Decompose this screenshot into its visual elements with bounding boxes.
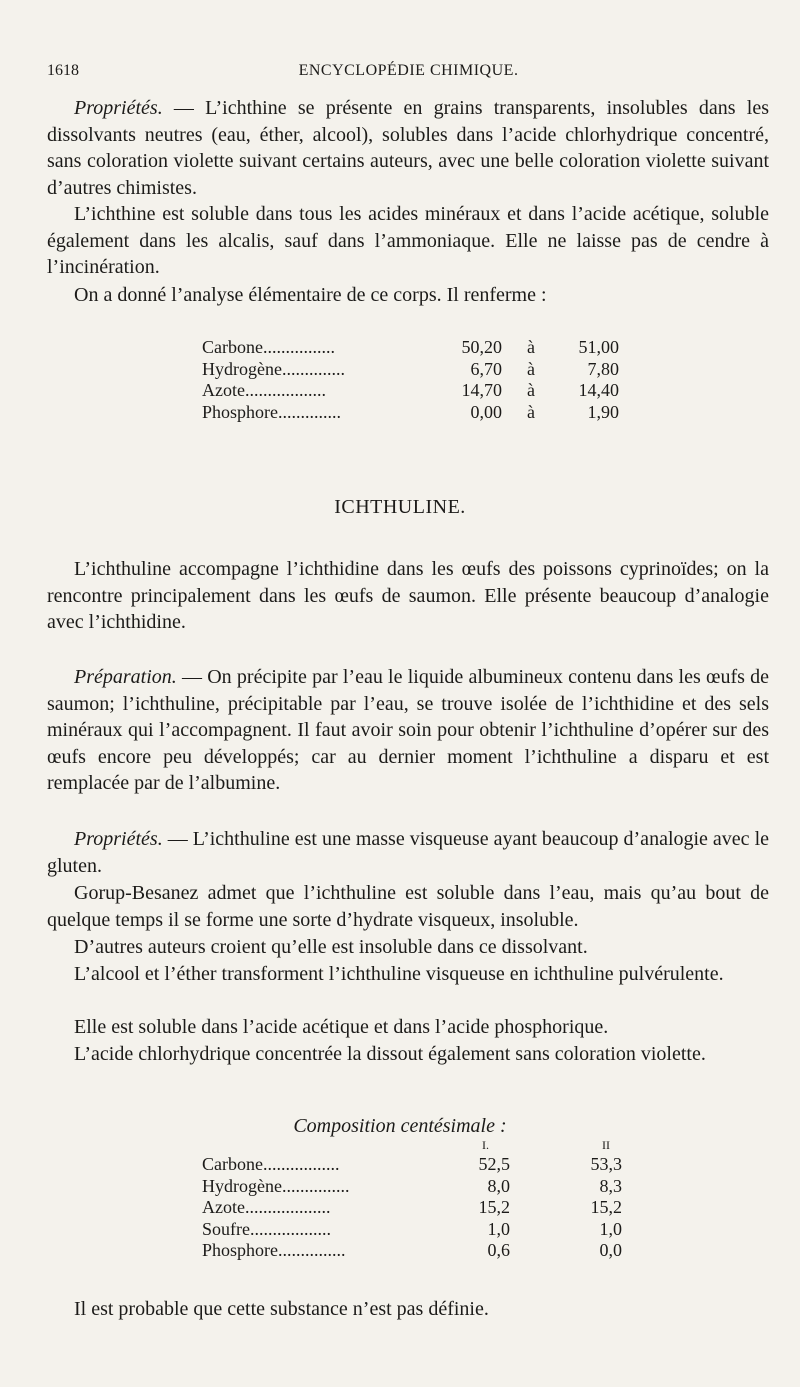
running-title: ENCYCLOPÉDIE CHIMIQUE. xyxy=(298,62,519,79)
alcohol-ether-paragraph: L’alcool et l’éther transforment l’ichthuline visqueuse en ichthuline pulvérulente. xyxy=(74,963,724,985)
ichthine-properties-paragraph xyxy=(47,95,769,201)
book-page: 1618 ENCYCLOPÉDIE CHIMIQUE. Propriétés. — L’ichthine se présente en grains transparents, insolubles dans les dissolvants neutres (eau, éther, alcool), solubles dans l’acide chlorhydrique concentré, sans coloration violette suivant certains auteurs, avec une belle coloration violette suivant d’autres chimistes. L’ichthine est soluble dans tous les acides minéraux et dans l’acide acétique, soluble également dans les alcalis, sauf dans l’ammoniaque. Elle ne laisse pas de cendre à l’incinération. On a donné l’analyse élémentaire de ce corps. Il renferme : Carbone................ 50,20 à 51,00 Hydrogène.............. 6,70 à 7,80 Azote.................. 14,70 à 14,40 Phosphore.............. 0,00 à 1,90 ICHTHULINE. L’ichthuline accompagne l’ichthidine dans les œufs des poissons cyprinoïdes; on la rencontre principalement dans les œufs de saumon. Elle présente beaucoup d’analogie avec l’ichthidine. Préparation. — On précipite par l’eau le liquide albumineux contenu dans les œufs de saumon; l’ichthuline, précipitable par l’eau, se trouve isolée de l’ichthidine et des sels minéraux qui l’accompagnent. Il faut avoir soin pour obtenir l’ichthuline d’opérer sur des œufs encore peu développés; car au dernier moment l’ichthuline a disparu et est remplacée par de l’albumine. Propriétés. — L’ichthuline est une masse visqueuse ayant beaucoup d’analogie avec le gluten. Gorup-Besanez admet que l’ichthuline est soluble dans l’eau, mais qu’au bout de quelque temps il se forme une sorte d’hydrate visqueux, insoluble. D’autres auteurs croient qu’elle est insoluble dans ce dissolvant. L’alcool et l’éther transforment l’ichthuline visqueuse en ichthuline pulvérulente. Elle est soluble dans l’acide acétique et dans l’acide phosphorique. L’acide chlorhydrique concentrée la dissout également sans coloration violette. Composition centésimale : I. II Carbone................. 52,5 53,3 Hydrogène............... 8,0 8,3 Azote................... 15,2 15,2 Soufre.................. 1,0 1,0 Phosphore............... 0,6 0,0 Il est probable que cette substance n’est pas définie. xyxy=(0,0,800,1387)
conclusion-paragraph: Il est probable que cette substance n’est pas définie. xyxy=(74,1298,489,1320)
ichthuline-properties-lead: Propriétés. xyxy=(74,828,163,850)
gorup-besanez-paragraph: Gorup-Besanez admet que l’ichthuline est soluble dans l’eau, mais qu’au bout de quelque temps il se forme une sorte d’hydrate visqueux, insoluble. xyxy=(47,882,769,931)
ichthine-analysis-intro: On a donné l’analyse élémentaire de ce corps. Il renferme : xyxy=(74,284,547,306)
ichthine-properties-lead: Propriétés. xyxy=(74,97,163,119)
composition-title: Composition centésimale : xyxy=(293,1115,507,1137)
ichthine-properties-text: — L’ichthine se présente en grains transparents, insolubles dans les dissolvants neutres (eau, éther, alcool), solubles dans l’acide chlorhydrique concentré, sans coloration violette suivant certains auteurs, avec une belle coloration violette suivant d’autres chimistes. xyxy=(47,97,769,199)
ichthine-solubility-paragraph: L’ichthine est soluble dans tous les acides minéraux et dans l’acide acétique, soluble également dans les alcalis, sauf dans l’ammoniaque. Elle ne laisse pas de cendre à l’incinération. xyxy=(47,203,769,278)
ichthuline-properties-text: — L’ichthuline est une masse visqueuse ayant beaucoup d’analogie avec le gluten. xyxy=(47,828,769,877)
page-number: 1618 xyxy=(47,62,79,79)
acetic-acid-paragraph: Elle est soluble dans l’acide acétique et dans l’acide phosphorique. xyxy=(74,1016,609,1038)
column-header-2: II xyxy=(602,1138,610,1152)
page-header xyxy=(47,62,770,84)
hydrochloric-acid-paragraph: L’acide chlorhydrique concentrée la dissout également sans coloration violette. xyxy=(74,1043,706,1065)
ichthuline-intro-paragraph: L’ichthuline accompagne l’ichthidine dans les œufs des poissons cyprinoïdes; on la rencontre principalement dans les œufs de saumon. Elle présente beaucoup d’analogie avec l’ichthidine. xyxy=(47,558,769,633)
column-header-1: I. xyxy=(482,1138,489,1152)
preparation-text: — On précipite par l’eau le liquide albumineux contenu dans les œufs de saumon; l’ichthuline, précipitable par l’eau, se trouve isolée de l’ichthidine et des sels minéraux qui l’accompagnent. Il faut avoir soin pour obtenir l’ichthuline d’opérer sur des œufs encore peu développés; car au dernier moment l’ichthuline a disparu et est remplacée par de l’albumine. xyxy=(47,666,769,794)
ichthuline-preparation-paragraph xyxy=(47,664,769,797)
ichthuline-properties-paragraph xyxy=(47,826,769,879)
section-title-ichthuline: ICHTHULINE. xyxy=(334,496,466,518)
preparation-lead: Préparation. xyxy=(74,666,177,688)
other-authors-paragraph: D’autres auteurs croient qu’elle est insoluble dans ce dissolvant. xyxy=(74,936,588,958)
